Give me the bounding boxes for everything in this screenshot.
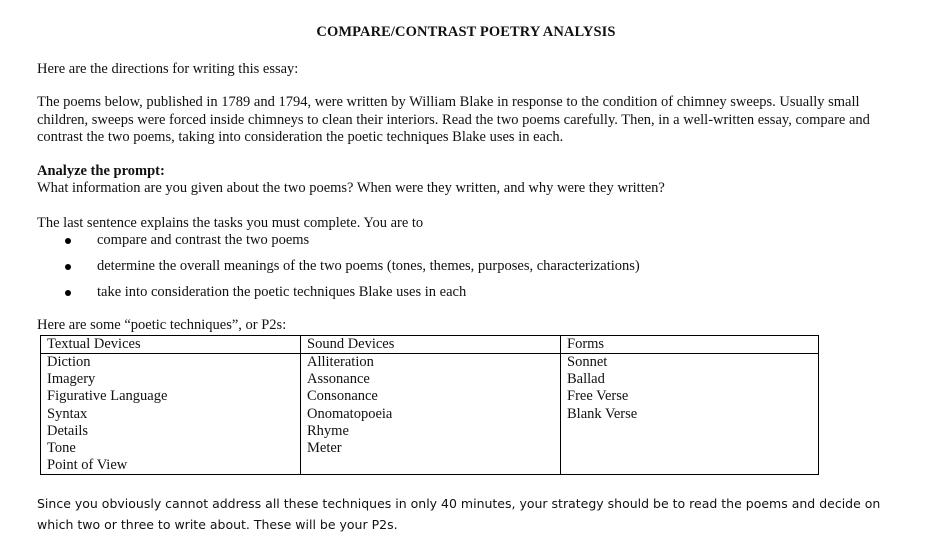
list-item: Rhyme	[307, 422, 349, 439]
analyze-heading: Analyze the prompt:	[37, 163, 165, 179]
list-item: Figurative Language	[47, 388, 168, 405]
list-item: Meter	[307, 440, 342, 457]
list-item	[65, 284, 640, 310]
task-text: compare and contrast the two poems	[97, 232, 310, 248]
list-item: Assonance	[307, 371, 370, 388]
list-item: Details	[47, 422, 89, 439]
task-text: take into consideration the poetic techniques Blake uses in each	[97, 284, 467, 300]
prompt-paragraph: The poems below, published in 1789 and 1794, were written by William Blake in response to the condition of chimney sweeps. Usually small children, sweeps were forced inside chimneys to clean their interiors. Read the two poems carefully. Then, in a well-written essay, compare and contrast the two poems, taking into consideration the poetic techniques Blake uses in each.	[37, 94, 870, 145]
column-header-sound: Sound Devices	[301, 336, 561, 354]
bullet-icon	[65, 238, 71, 244]
techniques-table	[40, 335, 819, 475]
page-title: COMPARE/CONTRAST POETRY ANALYSIS	[316, 24, 616, 40]
list-item: Imagery	[47, 371, 96, 388]
list-item: Alliteration	[307, 354, 374, 370]
list-item: Onomatopoeia	[307, 405, 393, 422]
bullet-icon	[65, 264, 71, 270]
strategy-note: Since you obviously cannot address all these techniques in only 40 minutes, your strategy should be to read the poems and decide on which two or three to write about. These will be your P2s.	[37, 496, 881, 532]
analyze-question: What information are you given about the two poems? When were they written, and why were they written?	[37, 180, 665, 196]
list-item: Sonnet	[567, 354, 608, 370]
directions-intro: Here are the directions for writing this essay:	[37, 61, 299, 77]
table-header-row	[41, 336, 819, 354]
task-text: determine the overall meanings of the two poems (tones, themes, purposes, characterizations)	[97, 258, 640, 274]
list-item: Free Verse	[567, 388, 629, 405]
list-item	[65, 232, 640, 258]
textual-devices-cell	[41, 354, 301, 475]
table-row	[41, 354, 819, 475]
list-item: Syntax	[47, 405, 88, 422]
sound-devices-cell	[301, 354, 561, 475]
column-header-textual: Textual Devices	[41, 336, 301, 354]
list-item: Point of View	[47, 457, 128, 474]
list-item: Blank Verse	[567, 405, 638, 422]
column-header-forms: Forms	[561, 336, 819, 354]
list-item: Diction	[47, 354, 91, 370]
tasks-intro: The last sentence explains the tasks you must complete. You are to	[37, 215, 424, 231]
techniques-intro: Here are some “poetic techniques”, or P2s:	[37, 317, 287, 333]
list-item	[65, 258, 640, 284]
forms-cell	[561, 354, 819, 475]
list-item: Ballad	[567, 371, 605, 388]
list-item: Tone	[47, 440, 76, 457]
list-item: Consonance	[307, 388, 378, 405]
bullet-icon	[65, 290, 71, 296]
task-list	[65, 232, 640, 310]
